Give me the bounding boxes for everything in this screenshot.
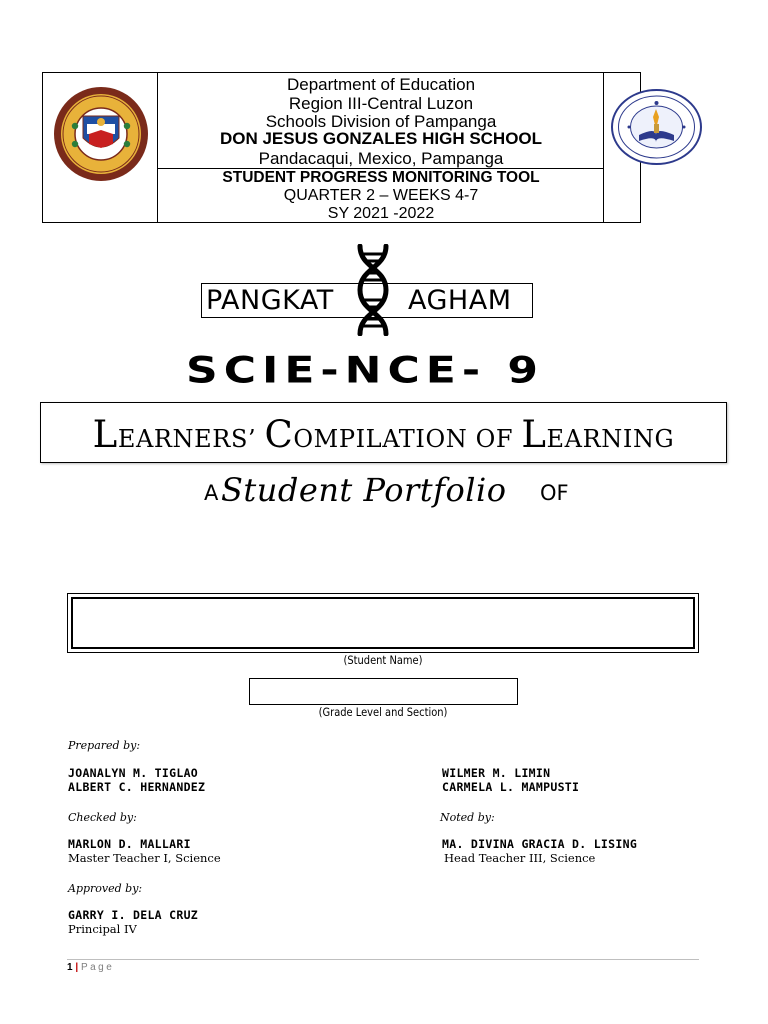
portfolio-suffix: OF <box>540 481 569 505</box>
approved-by-label: Approved by: <box>68 882 143 895</box>
page-separator: | <box>75 962 79 973</box>
header-division: Schools Division of Pampanga <box>265 112 497 131</box>
student-name-caption: (Student Name) <box>343 653 423 667</box>
header-region: Region III-Central Luzon <box>288 94 474 113</box>
school-seal-icon <box>611 89 702 165</box>
header-divider-left <box>157 73 158 222</box>
student-portfolio-script: Student Portfolio <box>221 471 507 509</box>
noter-name: MA. DIVINA GRACIA D. LISING <box>442 837 638 851</box>
checker-name: MARLON D. MALLARI <box>68 837 191 851</box>
footer-divider <box>67 959 699 960</box>
approver-name: GARRY I. DELA CRUZ <box>68 908 199 922</box>
header-school-year: SY 2021 -2022 <box>327 205 435 222</box>
portfolio-prefix: A <box>204 481 219 505</box>
header-address: Pandacaqui, Mexico, Pampanga <box>258 149 504 168</box>
header-divider-right <box>603 73 604 222</box>
science-9-title: SCIE-NCE- 9 <box>186 349 545 392</box>
header-school-name: DON JESUS GONZALES HIGH SCHOOL <box>219 129 543 148</box>
learners-compilation-banner <box>40 402 727 463</box>
agham-word: AGHAM <box>408 285 512 316</box>
deped-seal-icon <box>53 86 149 182</box>
pangkat-word: PANGKAT <box>206 285 334 316</box>
learners-compilation-title: LEARNERS’ COMPILATION OF LEARNING <box>92 413 675 456</box>
noted-by-label: Noted by: <box>440 811 495 824</box>
student-name-field[interactable] <box>67 593 699 653</box>
preparer-name: ALBERT C. HERNANDEZ <box>68 780 206 794</box>
student-name-field-inner <box>71 597 695 649</box>
preparer-name: JOANALYN M. TIGLAO <box>68 766 199 780</box>
grade-section-caption: (Grade Level and Section) <box>318 705 448 719</box>
noter-title: Head Teacher III, Science <box>444 851 596 865</box>
page-number: 1 <box>67 962 73 973</box>
page-word: Page <box>80 962 115 973</box>
prepared-by-label: Prepared by: <box>68 739 141 752</box>
pangkat-agham-logo <box>201 283 533 318</box>
header-quarter: QUARTER 2 – WEEKS 4-7 <box>283 187 479 204</box>
checked-by-label: Checked by: <box>68 811 137 824</box>
preparer-name: WILMER M. LIMIN <box>442 766 551 780</box>
page-footer <box>67 963 114 973</box>
grade-section-field[interactable] <box>249 678 518 705</box>
header-tool-title: STUDENT PROGRESS MONITORING TOOL <box>222 169 540 186</box>
approver-title: Principal IV <box>68 922 137 936</box>
checker-title: Master Teacher I, Science <box>68 851 221 865</box>
preparer-name: CARMELA L. MAMPUSTI <box>442 780 580 794</box>
header-department: Department of Education <box>286 75 476 94</box>
